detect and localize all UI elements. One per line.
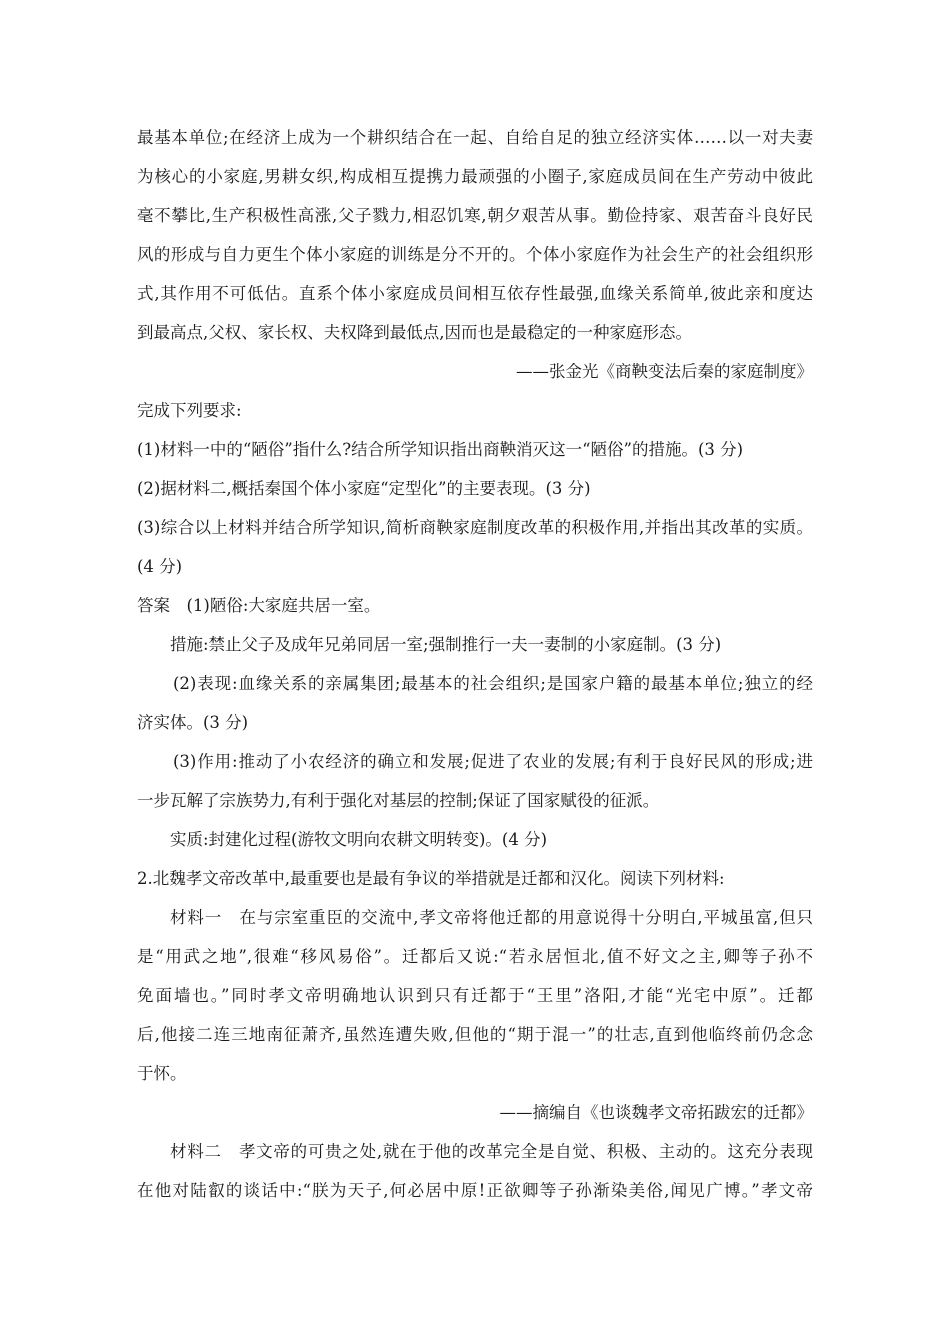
text-line: 是“用武之地”,很难“移风易俗”。迁都后又说:“若永居恒北,值不好文之主,卿等子孙不 bbox=[137, 947, 813, 966]
text-line: 材料二 孝文帝的可贵之处,就在于他的改革完全是自觉、积极、主动的。这充分表现 bbox=[170, 1142, 813, 1161]
answer-section bbox=[137, 586, 813, 859]
source-citation: ——张金光《商鞅变法后秦的家庭制度》 bbox=[516, 362, 813, 381]
answer-1: 答案 (1)陋俗:大家庭共居一室。 bbox=[137, 596, 381, 615]
answer-3-essence: 实质:封建化过程(游牧文明向农耕文明转变)。(4 分) bbox=[170, 830, 548, 849]
material-two-continuation bbox=[137, 118, 813, 352]
text-line: 免面墙也。”同时孝文帝明确地认识到只有迁都于“王里”洛阳,才能“光宅中原”。迁都 bbox=[137, 986, 813, 1005]
text-line: 到最高点,父权、家长权、夫权降到最低点,因而也是最稳定的一种家庭形态。 bbox=[137, 323, 692, 342]
text-line: 式,其作用不可低估。直系个体小家庭成员间相互依存性最强,血缘关系简单,彼此亲和度达 bbox=[137, 284, 813, 303]
q2-material-two bbox=[137, 1132, 813, 1210]
answer-3-cont: 一步瓦解了宗族势力,有利于强化对基层的控制;保证了国家赋役的征派。 bbox=[137, 791, 660, 810]
text-line: 毫不攀比,生产积极性高涨,父子戮力,相忍饥寒,朝夕艰苦从事。勤俭持家、艰苦奋斗良好民 bbox=[137, 206, 813, 225]
task-intro: 完成下列要求: bbox=[137, 401, 242, 420]
answer-2: (2)表现:血缘关系的亲属集团;最基本的社会组织;是国家户籍的最基本单位;独立的经 bbox=[173, 674, 813, 693]
question-2: (2)据材料二,概括秦国个体小家庭“定型化”的主要表现。(3 分) bbox=[137, 479, 591, 498]
question-3: (3)综合以上材料并结合所学知识,简析商鞅家庭制度改革的积极作用,并指出其改革的实质。 bbox=[137, 518, 813, 537]
question-2-title: 2.北魏孝文帝改革中,最重要也是最有争议的举措就是迁都和汉化。阅读下列材料: bbox=[137, 869, 725, 888]
text-line: 风的形成与自力更生个体小家庭的训练是分不开的。个体小家庭作为社会生产的社会组织形 bbox=[137, 245, 813, 264]
text-line: 为核心的小家庭,男耕女织,构成相互提携力最顽强的小圈子,家庭成员间在生产劳动中彼此 bbox=[137, 167, 813, 186]
answer-2-cont: 济实体。(3 分) bbox=[137, 713, 249, 732]
document-page bbox=[137, 118, 813, 1210]
text-line: 于怀。 bbox=[137, 1064, 187, 1083]
question-1: (1)材料一中的“陋俗”指什么?结合所学知识指出商鞅消灭这一“陋俗”的措施。(3 分) bbox=[137, 440, 744, 459]
q2-material-one bbox=[137, 898, 813, 1093]
text-line: 后,他接二连三地南征萧齐,虽然连遭失败,但他的“期于混一”的壮志,直到他临终前仍念念 bbox=[137, 1025, 813, 1044]
text-line: 在他对陆叡的谈话中:“朕为天子,何必居中原!正欲卿等子孙渐染美俗,闻见广博。”孝文帝 bbox=[137, 1181, 813, 1200]
text-line: 材料一 在与宗室重臣的交流中,孝文帝将他迁都的用意说得十分明白,平城虽富,但只 bbox=[170, 908, 813, 927]
text-line: 最基本单位;在经济上成为一个耕织结合在一起、自给自足的独立经济实体……以一对夫妻 bbox=[137, 128, 813, 147]
answer-1-measures: 措施:禁止父子及成年兄弟同居一室;强制推行一夫一妻制的小家庭制。(3 分) bbox=[170, 635, 722, 654]
answer-3: (3)作用:推动了小农经济的确立和发展;促进了农业的发展;有利于良好民风的形成;进 bbox=[173, 752, 813, 771]
source-citation: ——摘编自《也谈魏孝文帝拓跋宏的迁都》 bbox=[499, 1103, 813, 1122]
question-3-score: (4 分) bbox=[137, 557, 183, 576]
